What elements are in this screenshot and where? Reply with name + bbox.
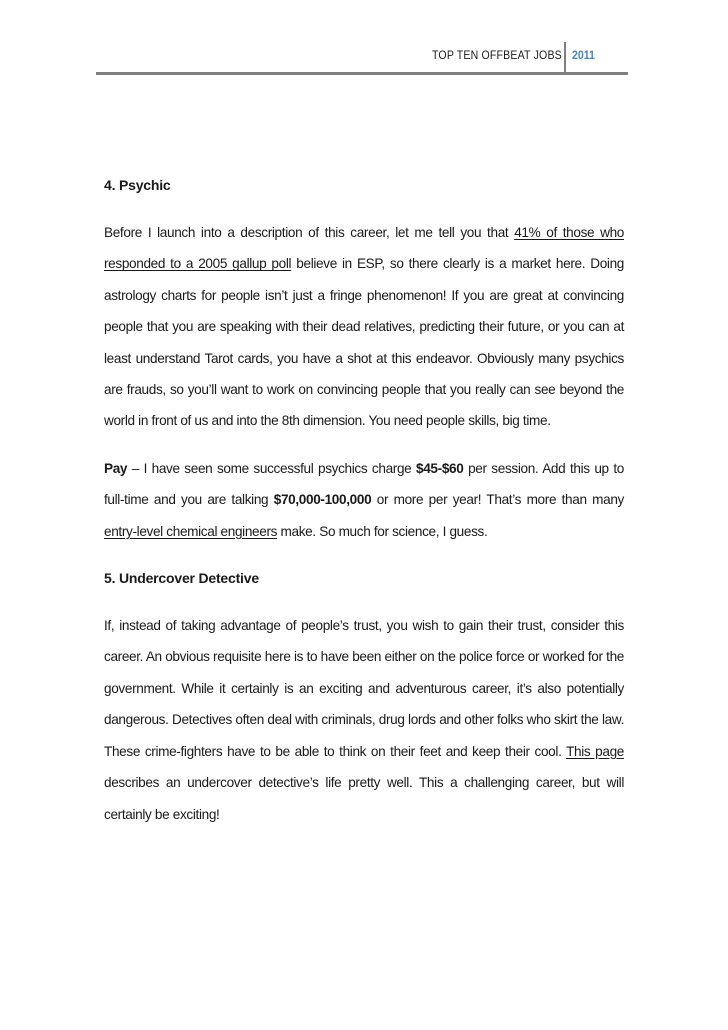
link-this-page[interactable]: This page: [566, 743, 624, 759]
pay-label: Pay: [104, 460, 128, 476]
paragraph-detective: [104, 610, 624, 830]
section-heading-psychic: 4. Psychic: [104, 177, 171, 193]
link-gallup-poll[interactable]: 41% of those who responded to a 2005 gallup poll: [104, 225, 624, 272]
text-run: describes an undercover detective’s life pretty well. This a challenging career, but will certainly be exciting!: [104, 775, 624, 822]
page-header: [0, 40, 728, 76]
text-run: If, instead of taking advantage of people’s trust, you wish to gain their trust, consider this career. An obvious requisite here is to have been either on the police force or worked for the government. While it certainly is an exciting and adventurous career, it’s also potentially dangerous. Detectives often deal with criminals, drug lords and other folks who skirt the law. These crime-fighters have to be able to think on their feet and keep their cool.: [104, 618, 624, 759]
paragraph-psychic-pay: [104, 453, 624, 547]
text-run: Before I launch into a description of this career, let me tell you that: [104, 225, 515, 240]
header-year: 2011: [572, 48, 595, 62]
text-run: make. So much for science, I guess.: [277, 523, 488, 539]
text-run: – I have seen some successful psychics charge: [127, 460, 417, 476]
section-heading-detective: 5. Undercover Detective: [104, 570, 259, 587]
text-run: believe in ESP, so there clearly is a market here. Doing astrology charts for people isn’t just a fringe phenomenon! If you are great at convincing people that you are speaking with their dead relatives, predicting their future, or you can at least understand Tarot cards, you have a shot at this endeavor. Obviously many psychics are frauds, so you’ll want to work on convincing people that you really can see beyond the world in front of us and into the 8th dimension. You need people skills, big time.: [104, 256, 625, 429]
text-run: or more per year! That’s more than many: [371, 492, 624, 508]
document-body: [104, 170, 624, 830]
header-divider: [564, 42, 566, 74]
link-chemical-engineers[interactable]: entry-level chemical engineers: [104, 523, 278, 539]
header-title: TOP TEN OFFBEAT JOBS: [432, 48, 562, 62]
paragraph-psychic-intro: [104, 217, 624, 437]
pay-amount-yearly: $70,000-100,000: [273, 492, 372, 508]
text-run: per session. Add this up to full-time and you are talking: [104, 460, 624, 508]
header-rule: [96, 72, 628, 75]
pay-amount-session: $45-$60: [416, 460, 464, 476]
